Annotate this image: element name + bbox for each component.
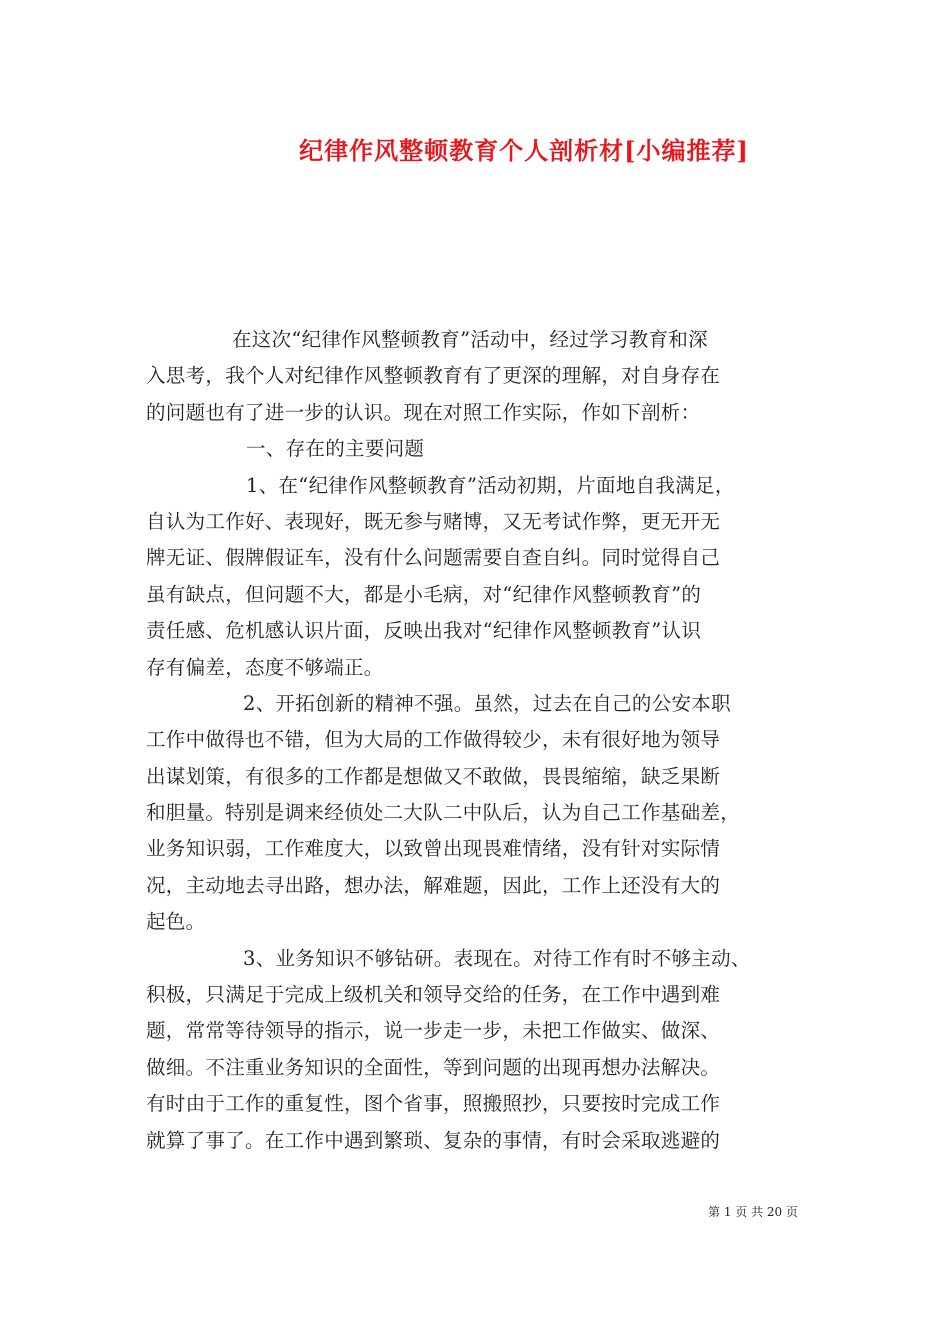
paragraph-line: 积极，只满足于完成上级机关和领导交给的任务，在工作中遇到难	[146, 983, 721, 1007]
section-heading: 一、存在的主要问题	[246, 437, 425, 461]
paragraph-line: 3、业务知识不够钻研。表现在。对待工作有时不够主动、	[243, 946, 751, 970]
paragraph-line: 出谋划策，有很多的工作都是想做又不敢做，畏畏缩缩，缺乏果断	[146, 764, 721, 788]
paragraph-line: 做细。不注重业务知识的全面性，等到问题的出现再想办法解决。	[146, 1055, 721, 1079]
paragraph-line: 存有偏差，态度不够端正。	[146, 655, 384, 679]
paragraph-line: 起色。	[146, 910, 206, 934]
paragraph-line: 和胆量。特别是调来经侦处二大队二中队后，认为自己工作基础差，	[146, 801, 741, 825]
paragraph-line: 题，常常等待领导的指示，说一步走一步，未把工作做实、做深、	[146, 1019, 721, 1043]
paragraph-line: 虽有缺点，但问题不大，都是小毛病，对“纪律作风整顿教育”的	[146, 582, 702, 606]
paragraph-line: 1、在“纪律作风整顿教育”活动初期，片面地自我满足，	[246, 473, 735, 497]
paragraph-line: 牌无证、假牌假证车，没有什么问题需要自查自纠。同时觉得自己	[146, 546, 721, 570]
paragraph-line: 业务知识弱，工作难度大，以致曾出现畏难情绪，没有针对实际情	[146, 837, 721, 861]
paragraph-line: 有时由于工作的重复性，图个省事，照搬照抄，只要按时完成工作	[146, 1092, 721, 1116]
paragraph-line: 况，主动地去寻出路，想办法，解难题，因此，工作上还没有大的	[146, 873, 721, 897]
paragraph-line: 工作中做得也不错，但为大局的工作做得较少，未有很好地为领导	[146, 728, 721, 752]
paragraph-line: 责任感、危机感认识片面，反映出我对“纪律作风整顿教育”认识	[146, 619, 702, 643]
paragraph-line: 自认为工作好、表现好，既无参与赌博，又无考试作弊，更无开无	[146, 509, 721, 533]
paragraph-line: 的问题也有了进一步的认识。现在对照工作实际，作如下剖析：	[146, 400, 701, 424]
paragraph-line: 在这次“纪律作风整顿教育”活动中，经过学习教育和深	[232, 328, 708, 351]
paragraph-line: 就算了事了。在工作中遇到繁琐、复杂的事情，有时会采取逃避的	[146, 1128, 721, 1152]
paragraph-line: 2、开拓创新的精神不强。虽然，过去在自己的公安本职	[243, 691, 731, 715]
document-title: 纪律作风整顿教育个人剖析材[小编推荐]	[299, 136, 749, 165]
document-body	[146, 322, 814, 1159]
page-number: 第 1 页 共 20 页	[708, 1205, 798, 1219]
paragraph-line: 入思考，我个人对纪律作风整顿教育有了更深的理解，对自身存在	[146, 364, 721, 388]
